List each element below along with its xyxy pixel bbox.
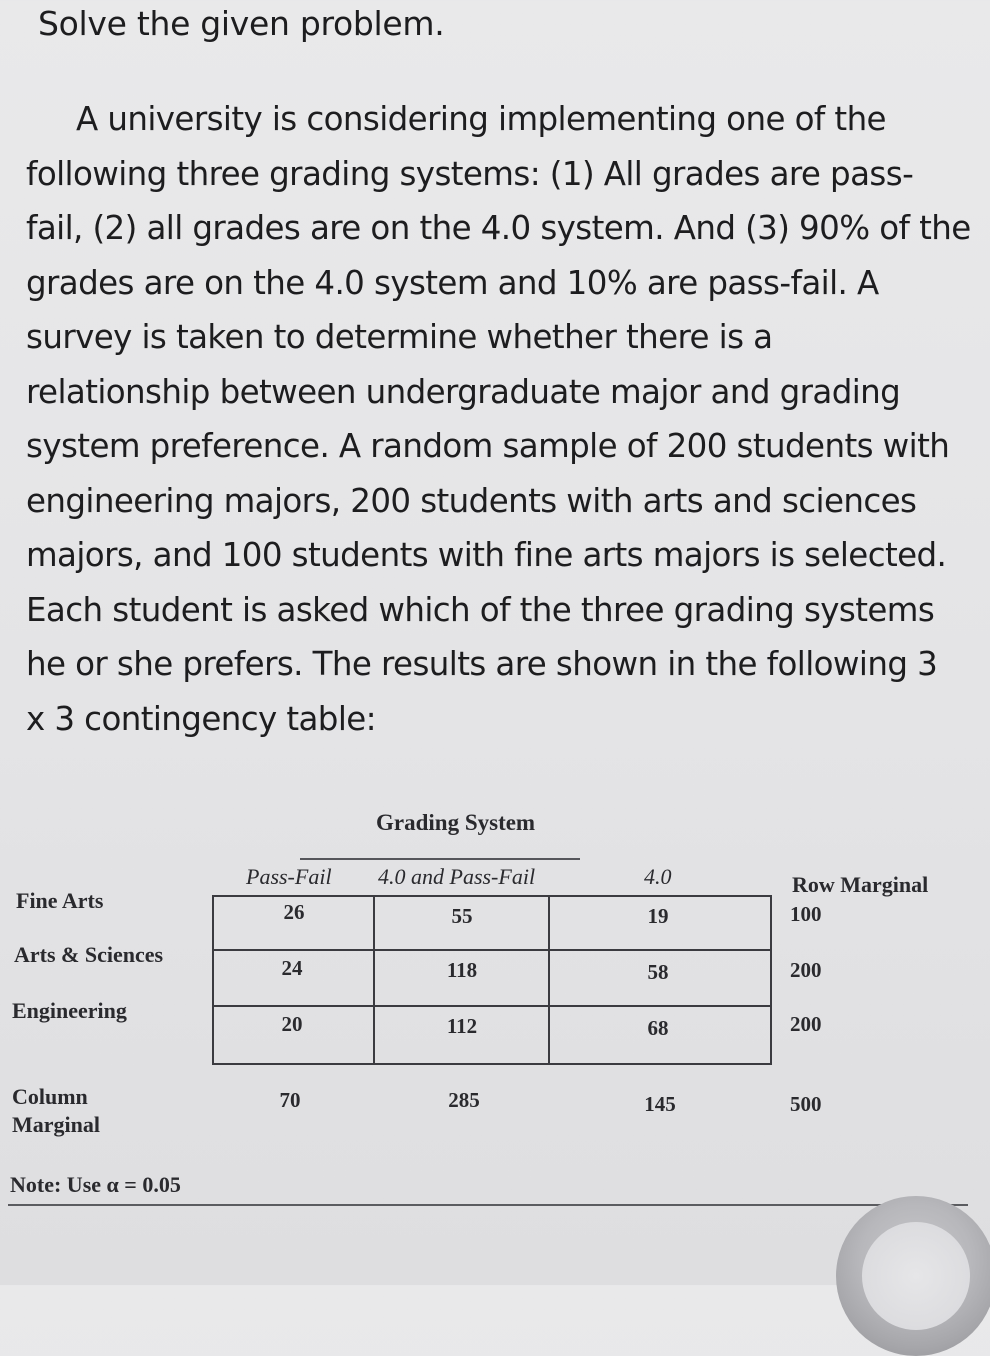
row-label-arts-sciences: Arts & Sciences xyxy=(14,942,164,967)
problem-heading: Solve the given problem. xyxy=(38,4,445,43)
title-underline xyxy=(300,858,580,860)
problem-line: he or she prefers. The results are shown in the following 3 xyxy=(26,645,938,683)
row-divider xyxy=(212,1005,772,1007)
row-marginal-value: 200 xyxy=(790,1012,822,1036)
table-cell: 58 xyxy=(647,960,669,984)
row-label-engineering: Engineering xyxy=(12,998,127,1023)
column-marginal-label: Column Marginal xyxy=(12,1084,100,1137)
column-divider xyxy=(548,895,550,1063)
column-marginal-value: 145 xyxy=(644,1092,676,1116)
column-marginal-value: 285 xyxy=(448,1088,480,1112)
column-header-4-0: 4.0 xyxy=(644,864,672,889)
table-title: Grading System xyxy=(376,810,536,835)
problem-line: following three grading systems: (1) All grades are pass- xyxy=(26,154,914,193)
contingency-table xyxy=(0,800,990,1220)
problem-line: relationship between undergraduate major and grading xyxy=(26,372,901,411)
row-marginal-value: 100 xyxy=(790,902,822,926)
circle-button-icon[interactable] xyxy=(836,1196,990,1356)
table-cell: 118 xyxy=(446,958,478,982)
table-cell: 26 xyxy=(283,900,305,924)
problem-line: engineering majors, 200 students with arts and sciences xyxy=(26,481,917,520)
problem-line: survey is taken to determine whether there is a xyxy=(26,318,773,356)
problem-text xyxy=(26,92,971,746)
problem-line: A university is considering implementing one of the xyxy=(76,100,886,138)
column-marginal-value: 70 xyxy=(279,1088,301,1112)
problem-line: grades are on the 4.0 system and 10% are pass-fail. A xyxy=(26,263,879,302)
table-cell: 20 xyxy=(281,1012,303,1036)
bottom-divider xyxy=(8,1204,968,1206)
row-marginal-header: Row Marginal xyxy=(792,872,929,897)
note-text: Note: Use α = 0.05 xyxy=(10,1172,181,1197)
row-divider xyxy=(212,949,772,951)
problem-line: fail, (2) all grades are on the 4.0 system. And (3) 90% of the xyxy=(26,209,971,247)
problem-line: x 3 contingency table: xyxy=(26,699,377,738)
table-cell: 19 xyxy=(647,904,669,928)
table-cell: 112 xyxy=(446,1014,478,1038)
table-cell: 68 xyxy=(647,1016,669,1040)
table-cell: 55 xyxy=(451,904,473,928)
row-marginal-value: 200 xyxy=(790,958,822,982)
table-cell: 24 xyxy=(281,956,303,980)
column-header-4-0-and-pass-fail: 4.0 and Pass-Fail xyxy=(378,864,536,889)
problem-line: majors, and 100 students with fine arts majors is selected. xyxy=(26,536,947,574)
grand-total: 500 xyxy=(790,1092,822,1116)
problem-line: Each student is asked which of the three grading systems xyxy=(26,590,935,629)
column-header-pass-fail: Pass-Fail xyxy=(246,864,332,889)
problem-line: system preference. A random sample of 200 students with xyxy=(26,427,950,465)
column-divider xyxy=(373,895,375,1063)
row-label-fine-arts: Fine Arts xyxy=(16,888,104,913)
